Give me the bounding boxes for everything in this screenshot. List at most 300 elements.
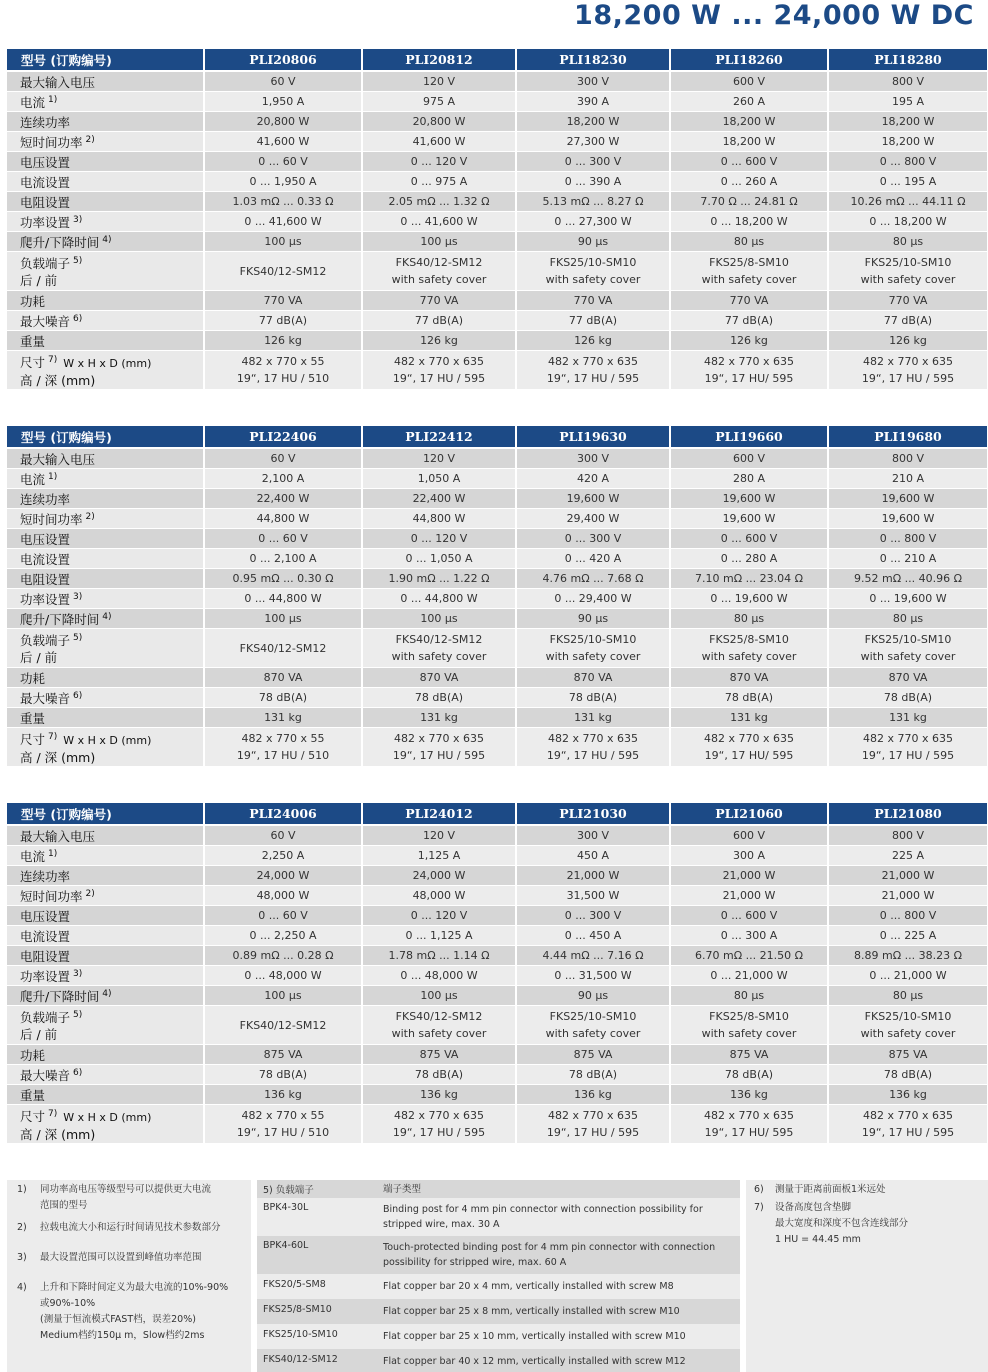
cell-value: 6.70 mΩ ... 21.50 Ω [671, 946, 829, 966]
spec-row [7, 232, 987, 252]
cell-line-1: FKS40/12-SM12 [395, 633, 483, 646]
cell-value: 875 VA [363, 1045, 517, 1065]
cell-value [517, 728, 671, 767]
spec-row [7, 728, 987, 767]
row-label-text: 最大噪音 [20, 313, 71, 329]
terminal-row [257, 1198, 740, 1236]
model-PLI19680: PLI19680 [829, 426, 987, 449]
row-label-text: 电流设置 [20, 928, 71, 944]
spec-row [7, 509, 987, 529]
cell-value: 131 kg [363, 708, 517, 728]
cell-value: 18,200 W [829, 132, 987, 152]
cell-value: 131 kg [829, 708, 987, 728]
row-label-text: 爬升/下降时间 [20, 611, 100, 627]
footnote-line: 最大宽度和深度不包含连线部分 [775, 1218, 909, 1229]
row-label-text: 重量 [20, 1087, 46, 1103]
row-label-text: 连续功率 [20, 491, 71, 507]
model-PLI21060: PLI21060 [671, 803, 829, 826]
row-label-text: 功率设置 [20, 968, 71, 984]
cell-value: 0 ... 120 V [363, 906, 517, 926]
cell-value: 2,100 A [205, 469, 363, 489]
cell-value [363, 351, 517, 390]
cell-value: 770 VA [517, 291, 671, 311]
spec-row [7, 351, 987, 390]
footnote-ref: 6) [73, 690, 83, 701]
cell-value: 260 A [671, 92, 829, 112]
cell-line-1: FKS40/12-SM12 [395, 1010, 483, 1023]
spec-row [7, 609, 987, 629]
cell-value: 20,800 W [363, 112, 517, 132]
cell-line-2: 19“, 17 HU / 595 [861, 372, 955, 385]
cell-value: 44,800 W [363, 509, 517, 529]
cell-line-1: 482 x 770 x 55 [241, 355, 325, 368]
row-label-text: 最大噪音 [20, 690, 71, 706]
cell-value: 80 µs [829, 609, 987, 629]
cell-line-1: FKS25/10-SM10 [864, 633, 952, 646]
cell-value: 875 VA [205, 1045, 363, 1065]
cell-value: 41,600 W [205, 132, 363, 152]
row-label-text: 电压设置 [20, 531, 71, 547]
cell-value: 0 ... 300 V [517, 529, 671, 549]
row-label-text: 尺寸 [20, 1108, 46, 1124]
page-title: 18,200 W ... 24,000 W DC [574, 0, 974, 31]
cell-value: 21,000 W [671, 866, 829, 886]
terminal-row [257, 1349, 740, 1372]
spec-row [7, 92, 987, 112]
cell-value: 600 V [671, 449, 829, 469]
row-label [7, 252, 205, 291]
cell-line-1: FKS25/10-SM10 [864, 256, 952, 269]
spec-row [7, 986, 987, 1006]
row-label [7, 986, 205, 1006]
cell-value: 600 V [671, 826, 829, 846]
cell-value: 19,600 W [517, 489, 671, 509]
cell-value [363, 252, 517, 291]
cell-value: 24,000 W [363, 866, 517, 886]
row-label [7, 509, 205, 529]
footnote-ref: 2) [85, 511, 95, 522]
row-label [7, 1085, 205, 1105]
cell-value: 77 dB(A) [517, 311, 671, 331]
row-label [7, 152, 205, 172]
cell-value: 131 kg [671, 708, 829, 728]
cell-value: 300 V [517, 826, 671, 846]
dimension-unit: W x H x D (mm) [63, 733, 152, 747]
cell-value: 80 µs [829, 232, 987, 252]
cell-line-2: 19“, 17 HU/ 595 [704, 372, 794, 385]
cell-value: 100 µs [363, 232, 517, 252]
row-label-text: 功耗 [20, 293, 46, 309]
cell-value [517, 1006, 671, 1045]
cell-value: 77 dB(A) [671, 311, 829, 331]
cell-value: 210 A [829, 469, 987, 489]
spec-row [7, 826, 987, 846]
cell-value: 0 ... 21,000 W [829, 966, 987, 986]
cell-value: 77 dB(A) [205, 311, 363, 331]
spec-row [7, 946, 987, 966]
footnote-number: 1) [17, 1184, 27, 1195]
cell-line-2: with safety cover [860, 650, 956, 663]
terminal-code: BPK4-60L [263, 1240, 309, 1251]
dimension-unit: W x H x D (mm) [63, 356, 152, 370]
cell-value: 120 V [363, 449, 517, 469]
row-label [7, 311, 205, 331]
cell-line-1: 482 x 770 x 635 [863, 732, 953, 745]
footnote-number: 4) [17, 1282, 27, 1293]
cell-line-1: 482 x 770 x 55 [241, 1109, 325, 1122]
terminal-header-code: 5) 负载端子 [263, 1185, 314, 1196]
row-label [7, 192, 205, 212]
row-label-text: 短时间功率 [20, 511, 83, 527]
row-label-text: 功耗 [20, 670, 46, 686]
cell-value: 4.44 mΩ ... 7.16 Ω [517, 946, 671, 966]
row-label-text-2: 后 / 前 [20, 650, 58, 665]
cell-line-1: 482 x 770 x 55 [241, 732, 325, 745]
terminal-row [257, 1236, 740, 1274]
row-label-text: 重量 [20, 710, 46, 726]
terminal-row [257, 1299, 740, 1324]
footnote-text [40, 1250, 240, 1266]
cell-value: 29,400 W [517, 509, 671, 529]
row-label-text-2: 后 / 前 [20, 273, 58, 288]
model-PLI24006: PLI24006 [205, 803, 363, 826]
cell-value: 0 ... 41,600 W [363, 212, 517, 232]
cell-value: 126 kg [829, 331, 987, 351]
model-PLI21080: PLI21080 [829, 803, 987, 826]
cell-value [205, 629, 363, 668]
cell-value: 800 V [829, 826, 987, 846]
terminal-code: BPK4-30L [263, 1202, 309, 1213]
cell-value: 770 VA [363, 291, 517, 311]
cell-value: 300 V [517, 449, 671, 469]
cell-value [205, 252, 363, 291]
row-label-text: 功耗 [20, 1047, 46, 1063]
spec-row [7, 569, 987, 589]
row-label [7, 1105, 205, 1144]
cell-value: 0 ... 210 A [829, 549, 987, 569]
cell-line-1: 482 x 770 x 635 [548, 732, 638, 745]
footnote-ref: 5) [73, 1010, 83, 1020]
cell-line-1: 482 x 770 x 635 [704, 1109, 794, 1122]
cell-value: 78 dB(A) [829, 688, 987, 708]
cell-value: 100 µs [363, 609, 517, 629]
cell-line-1: FKS40/12-SM12 [395, 256, 483, 269]
spec-row [7, 112, 987, 132]
cell-value: 48,000 W [205, 886, 363, 906]
spec-row [7, 172, 987, 192]
spec-row [7, 629, 987, 668]
cell-value: 1.03 mΩ ... 0.33 Ω [205, 192, 363, 212]
spec-row [7, 1006, 987, 1045]
model-PLI18280: PLI18280 [829, 49, 987, 72]
cell-value: 78 dB(A) [829, 1065, 987, 1085]
header-label: 型号 (订购编号) [7, 803, 205, 826]
spec-row [7, 966, 987, 986]
cell-value: 875 VA [671, 1045, 829, 1065]
cell-value: 0 ... 60 V [205, 906, 363, 926]
cell-value [517, 252, 671, 291]
row-label [7, 846, 205, 866]
cell-value: 870 VA [829, 668, 987, 688]
cell-value: 195 A [829, 92, 987, 112]
cell-value [829, 728, 987, 767]
cell-value: 5.13 mΩ ... 8.27 Ω [517, 192, 671, 212]
cell-line-2: with safety cover [391, 650, 487, 663]
cell-value: 770 VA [671, 291, 829, 311]
footnote-text [40, 1220, 240, 1236]
cell-value: 10.26 mΩ ... 44.11 Ω [829, 192, 987, 212]
model-PLI20812: PLI20812 [363, 49, 517, 72]
row-label [7, 946, 205, 966]
cell-line-1: 482 x 770 x 635 [394, 1109, 484, 1122]
cell-value: 0.95 mΩ ... 0.30 Ω [205, 569, 363, 589]
row-label-text: 电阻设置 [20, 571, 71, 587]
row-label-text: 功率设置 [20, 591, 71, 607]
spec-row [7, 291, 987, 311]
row-label-text: 连续功率 [20, 868, 71, 884]
cell-value: 2,250 A [205, 846, 363, 866]
row-label-text: 负载端子 [20, 1010, 71, 1025]
cell-line-1: FKS25/8-SM10 [709, 256, 789, 269]
cell-value: 131 kg [517, 708, 671, 728]
cell-value: 280 A [671, 469, 829, 489]
model-PLI22406: PLI22406 [205, 426, 363, 449]
cell-value: 41,600 W [363, 132, 517, 152]
row-label [7, 1065, 205, 1085]
cell-line-2: with safety cover [545, 650, 641, 663]
footnote-line: 1 HU = 44.45 mm [775, 1234, 861, 1245]
dimension-unit: W x H x D (mm) [63, 1110, 152, 1124]
row-label-text: 重量 [20, 333, 46, 349]
cell-line-1: FKS25/10-SM10 [864, 1010, 952, 1023]
spec-row [7, 152, 987, 172]
row-label [7, 529, 205, 549]
spec-row [7, 668, 987, 688]
cell-line-1: 482 x 770 x 635 [863, 1109, 953, 1122]
cell-value [671, 1006, 829, 1045]
cell-line-2: with safety cover [545, 273, 641, 286]
cell-value [829, 252, 987, 291]
cell-value: 0 ... 44,800 W [363, 589, 517, 609]
row-label-text-2: 后 / 前 [20, 1027, 58, 1042]
footnote-ref: 4) [102, 611, 112, 622]
model-PLI22412: PLI22412 [363, 426, 517, 449]
cell-value: 2.05 mΩ ... 1.32 Ω [363, 192, 517, 212]
cell-value: 0 ... 280 A [671, 549, 829, 569]
model-PLI18230: PLI18230 [517, 49, 671, 72]
cell-value: 136 kg [517, 1085, 671, 1105]
row-label-text: 最大噪音 [20, 1067, 71, 1083]
cell-value: 0 ... 420 A [517, 549, 671, 569]
row-label [7, 449, 205, 469]
cell-value: 80 µs [829, 986, 987, 1006]
row-label-text: 电阻设置 [20, 948, 71, 964]
row-label [7, 72, 205, 92]
spec-row [7, 331, 987, 351]
footnote-ref: 1) [48, 471, 58, 482]
cell-value: 77 dB(A) [829, 311, 987, 331]
row-label [7, 132, 205, 152]
cell-value [363, 629, 517, 668]
cell-line-1: FKS25/10-SM10 [549, 633, 637, 646]
row-label-text: 电流 [20, 471, 46, 487]
cell-value: 0 ... 600 V [671, 152, 829, 172]
header-label: 型号 (订购编号) [7, 426, 205, 449]
row-label-text: 电流 [20, 94, 46, 110]
terminal-code: FKS25/8-SM10 [263, 1304, 332, 1315]
spec-row [7, 708, 987, 728]
footnote-line: Medium档约150µ m，Slow档约2ms [40, 1330, 205, 1341]
cell-value: 0 ... 800 V [829, 152, 987, 172]
model-PLI19660: PLI19660 [671, 426, 829, 449]
cell-line-1: 482 x 770 x 635 [548, 355, 638, 368]
cell-line-2: 19“, 17 HU / 595 [392, 749, 486, 762]
cell-value: 300 V [517, 72, 671, 92]
row-label-text: 负载端子 [20, 256, 71, 271]
cell-value: 870 VA [671, 668, 829, 688]
cell-value: 0 ... 1,050 A [363, 549, 517, 569]
cell-value: 136 kg [671, 1085, 829, 1105]
model-PLI24012: PLI24012 [363, 803, 517, 826]
cell-line-2: 19“, 17 HU / 510 [236, 749, 330, 762]
row-label [7, 728, 205, 767]
footnote-text [40, 1280, 240, 1344]
cell-value: 390 A [517, 92, 671, 112]
footnote-ref: 4) [102, 234, 112, 245]
spec-row [7, 1085, 987, 1105]
cell-value: 0 ... 18,200 W [829, 212, 987, 232]
row-label [7, 926, 205, 946]
cell-line-2: 19“, 17 HU / 595 [546, 372, 640, 385]
cell-value: 136 kg [205, 1085, 363, 1105]
cell-value: 870 VA [363, 668, 517, 688]
row-label [7, 966, 205, 986]
footnote-ref: 6) [73, 313, 83, 324]
cell-value: 21,000 W [829, 886, 987, 906]
footnote-line: 最大设置范围可以设置到峰值功率范围 [40, 1252, 202, 1263]
cell-value: 0.89 mΩ ... 0.28 Ω [205, 946, 363, 966]
cell-value: 0 ... 600 V [671, 529, 829, 549]
row-label [7, 549, 205, 569]
footnote-ref: 7) [48, 1108, 58, 1119]
cell-value: 78 dB(A) [671, 1065, 829, 1085]
cell-line-2: 19“, 17 HU / 595 [392, 372, 486, 385]
cell-value: 100 µs [363, 986, 517, 1006]
row-label [7, 212, 205, 232]
footnote-ref: 1) [48, 94, 58, 105]
cell-value: 48,000 W [363, 886, 517, 906]
cell-value: 0 ... 41,600 W [205, 212, 363, 232]
footnote-line: 设备高度包含垫脚 [775, 1202, 852, 1213]
spec-row [7, 1045, 987, 1065]
cell-value: 1,050 A [363, 469, 517, 489]
cell-value [363, 1006, 517, 1045]
cell-value: 100 µs [205, 609, 363, 629]
row-label-text: 电压设置 [20, 908, 71, 924]
terminal-header [257, 1180, 740, 1198]
cell-value: 19,600 W [829, 489, 987, 509]
cell-value: 78 dB(A) [205, 1065, 363, 1085]
cell-value: 770 VA [829, 291, 987, 311]
cell-value: 90 µs [517, 232, 671, 252]
cell-value: 126 kg [517, 331, 671, 351]
cell-line-1: FKS25/8-SM10 [709, 1010, 789, 1023]
cell-value [829, 1105, 987, 1144]
cell-value: 0 ... 27,300 W [517, 212, 671, 232]
cell-line-2: 19“, 17 HU / 510 [236, 372, 330, 385]
cell-line-1: 482 x 770 x 635 [394, 355, 484, 368]
cell-value: 0 ... 2,100 A [205, 549, 363, 569]
spec-row [7, 866, 987, 886]
footnote-text [775, 1200, 975, 1248]
cell-value: 44,800 W [205, 509, 363, 529]
row-label-text: 电阻设置 [20, 194, 71, 210]
row-label [7, 569, 205, 589]
cell-value: 77 dB(A) [363, 311, 517, 331]
cell-value: 9.52 mΩ ... 40.96 Ω [829, 569, 987, 589]
spec-row [7, 252, 987, 291]
spec-table-1 [7, 49, 987, 390]
cell-value: 0 ... 800 V [829, 906, 987, 926]
row-label-text: 尺寸 [20, 354, 46, 370]
cell-line-1: FKS25/8-SM10 [709, 633, 789, 646]
cell-value: 21,000 W [517, 866, 671, 886]
footnote-ref: 3) [73, 591, 83, 602]
cell-line-2: with safety cover [545, 1027, 641, 1040]
terminal-row [257, 1274, 740, 1299]
row-label [7, 469, 205, 489]
row-label-text: 最大输入电压 [20, 451, 96, 467]
footnote-ref: 1) [48, 848, 58, 859]
cell-value: 0 ... 300 A [671, 926, 829, 946]
footnote-ref: 3) [73, 214, 83, 225]
cell-value: 450 A [517, 846, 671, 866]
footnote-ref: 3) [73, 968, 83, 979]
cell-value: 1,125 A [363, 846, 517, 866]
footnotes-left [7, 1180, 251, 1372]
cell-value [363, 728, 517, 767]
cell-value: 0 ... 975 A [363, 172, 517, 192]
row-label [7, 629, 205, 668]
cell-value: 0 ... 120 V [363, 529, 517, 549]
cell-value: 126 kg [671, 331, 829, 351]
row-label-text-2: 高 / 深 (mm) [20, 1126, 96, 1142]
cell-value: 7.10 mΩ ... 23.04 Ω [671, 569, 829, 589]
footnote-line: 范围的型号 [40, 1200, 88, 1211]
terminal-code: FKS25/10-SM10 [263, 1329, 338, 1340]
row-label-text-2: 高 / 深 (mm) [20, 372, 96, 388]
cell-line-2: 19“, 17 HU/ 595 [704, 1126, 794, 1139]
terminal-row [257, 1324, 740, 1349]
cell-line-1: FKS25/10-SM10 [549, 1010, 637, 1023]
header-label: 型号 (订购编号) [7, 49, 205, 72]
terminal-description: Flat copper bar 25 x 10 mm, vertically installed with screw M10 [383, 1331, 686, 1342]
cell-value: 0 ... 300 V [517, 152, 671, 172]
cell-value: 120 V [363, 72, 517, 92]
cell-value: 0 ... 1,125 A [363, 926, 517, 946]
row-label [7, 172, 205, 192]
cell-value [363, 1105, 517, 1144]
cell-value: 20,800 W [205, 112, 363, 132]
row-label [7, 609, 205, 629]
row-label [7, 589, 205, 609]
cell-value: 770 VA [205, 291, 363, 311]
cell-line-2: 19“, 17 HU / 510 [236, 1126, 330, 1139]
row-label [7, 112, 205, 132]
model-PLI18260: PLI18260 [671, 49, 829, 72]
cell-line-2: 19“, 17 HU / 595 [546, 749, 640, 762]
row-label-text: 电压设置 [20, 154, 71, 170]
